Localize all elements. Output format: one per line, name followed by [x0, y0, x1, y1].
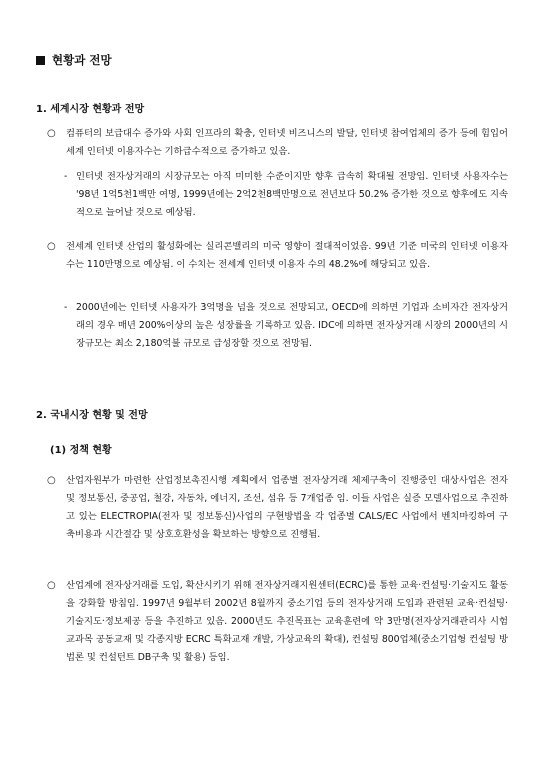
- section2-bullet1: 산업자원부가 마련한 산업정보촉진시행 계획에서 업종별 전자상거래 체제구축이 진행중인 대상사업은 전자 및 정보통신, 중공업, 철강, 자동차, 에너지, 조선, 섬유 등 7개업종 임. 이들 사업은 실증 모델사업으로 추진하고 있는 ELECTROPIA(전자 및 정보통신)사업의 구현방법을 각 업종별 CALS/EC 사업에서 벤치마킹하여 구축비용과 시간절감 및 상호호환성을 확보하는 방향으로 진행됨.: [66, 475, 508, 540]
- section2-title: 2. 국내시장 현황 및 전망: [36, 410, 148, 421]
- circle-bullet-icon: ○: [47, 475, 56, 486]
- section1-sub2: 2000년에는 인터넷 사용자가 3억명을 넘을 것으로 전망되고, OECD에 의하면 기업과 소비자간 전자상거래의 경우 매년 200%이상의 높은 성장률을 기록하고 있음. IDC에 의하면 전자상거래 시장의 2000년의 시장규모는 최소 2,180억불 규모로 급성장할 것으로 전망됨.: [76, 302, 508, 349]
- section1-bullet1: 컴퓨터의 보급대수 증가와 사회 인프라의 확충, 인터넷 비즈니스의 발달, 인터넷 참여업체의 증가 등에 힘입어 세계 인터넷 이용자수는 기하급수적으로 증가하고 있음.: [66, 128, 508, 157]
- dash-bullet-icon: -: [64, 302, 68, 313]
- section1-bullet2: 전세계 인터넷 산업의 활성화에는 실리콘밸리의 미국 영향이 절대적이었음. 99년 기준 미국의 인터넷 이용자 수는 110만명으로 예상됨. 이 수치는 전세계 인터넷 이용자 수의 48.2%에 해당되고 있음.: [66, 241, 508, 270]
- section2-sub-title: (1) 정책 현황: [50, 445, 112, 456]
- dash-bullet-icon: -: [64, 171, 68, 182]
- circle-bullet-icon: ○: [47, 128, 56, 139]
- section2-bullet2: 산업계에 전자상거래를 도입, 확산시키기 위해 전자상거래지원센터(ECRC)를 통한 교육·컨설팅·기술지도 활동을 강화할 방침임. 1997년 9월부터 2002년 8월까지 중소기업 등의 전자상거래 도입과 관련된 교육·컨설팅·기술지도·정보제공 등을 추진하고 있음. 2000년도 추진목표는 교육훈련에 약 3만명(전자상거래관리사 시험교과목 공동교재 및 각종지방 ECRC 특화교재 개발, 가상교육의 확대), 컨설팅 800업체(중소기업형 컨설팅 방법론 및 컨설턴트 DB구축 및 활용) 등임.: [66, 580, 508, 663]
- square-bullet-icon: [36, 56, 45, 65]
- circle-bullet-icon: ○: [47, 241, 56, 252]
- circle-bullet-icon: ○: [47, 580, 56, 591]
- section1-sub1: 인터넷 전자상거래의 시장규모는 아직 미미한 수준이지만 향후 급속히 확대될 전망임. 인터넷 사용자수는 '98년 1억5천1백만 여명, 1999년에는 2억2천8백만명으로 전년보다 50.2% 증가한 것으로 향후에도 지속적으로 늘어날 것으로 예상됨.: [76, 171, 508, 218]
- section1-title: 1. 세계시장 현황과 전망: [36, 104, 145, 115]
- main-heading-text: 현황과 전망: [52, 53, 112, 67]
- main-heading: [36, 52, 112, 68]
